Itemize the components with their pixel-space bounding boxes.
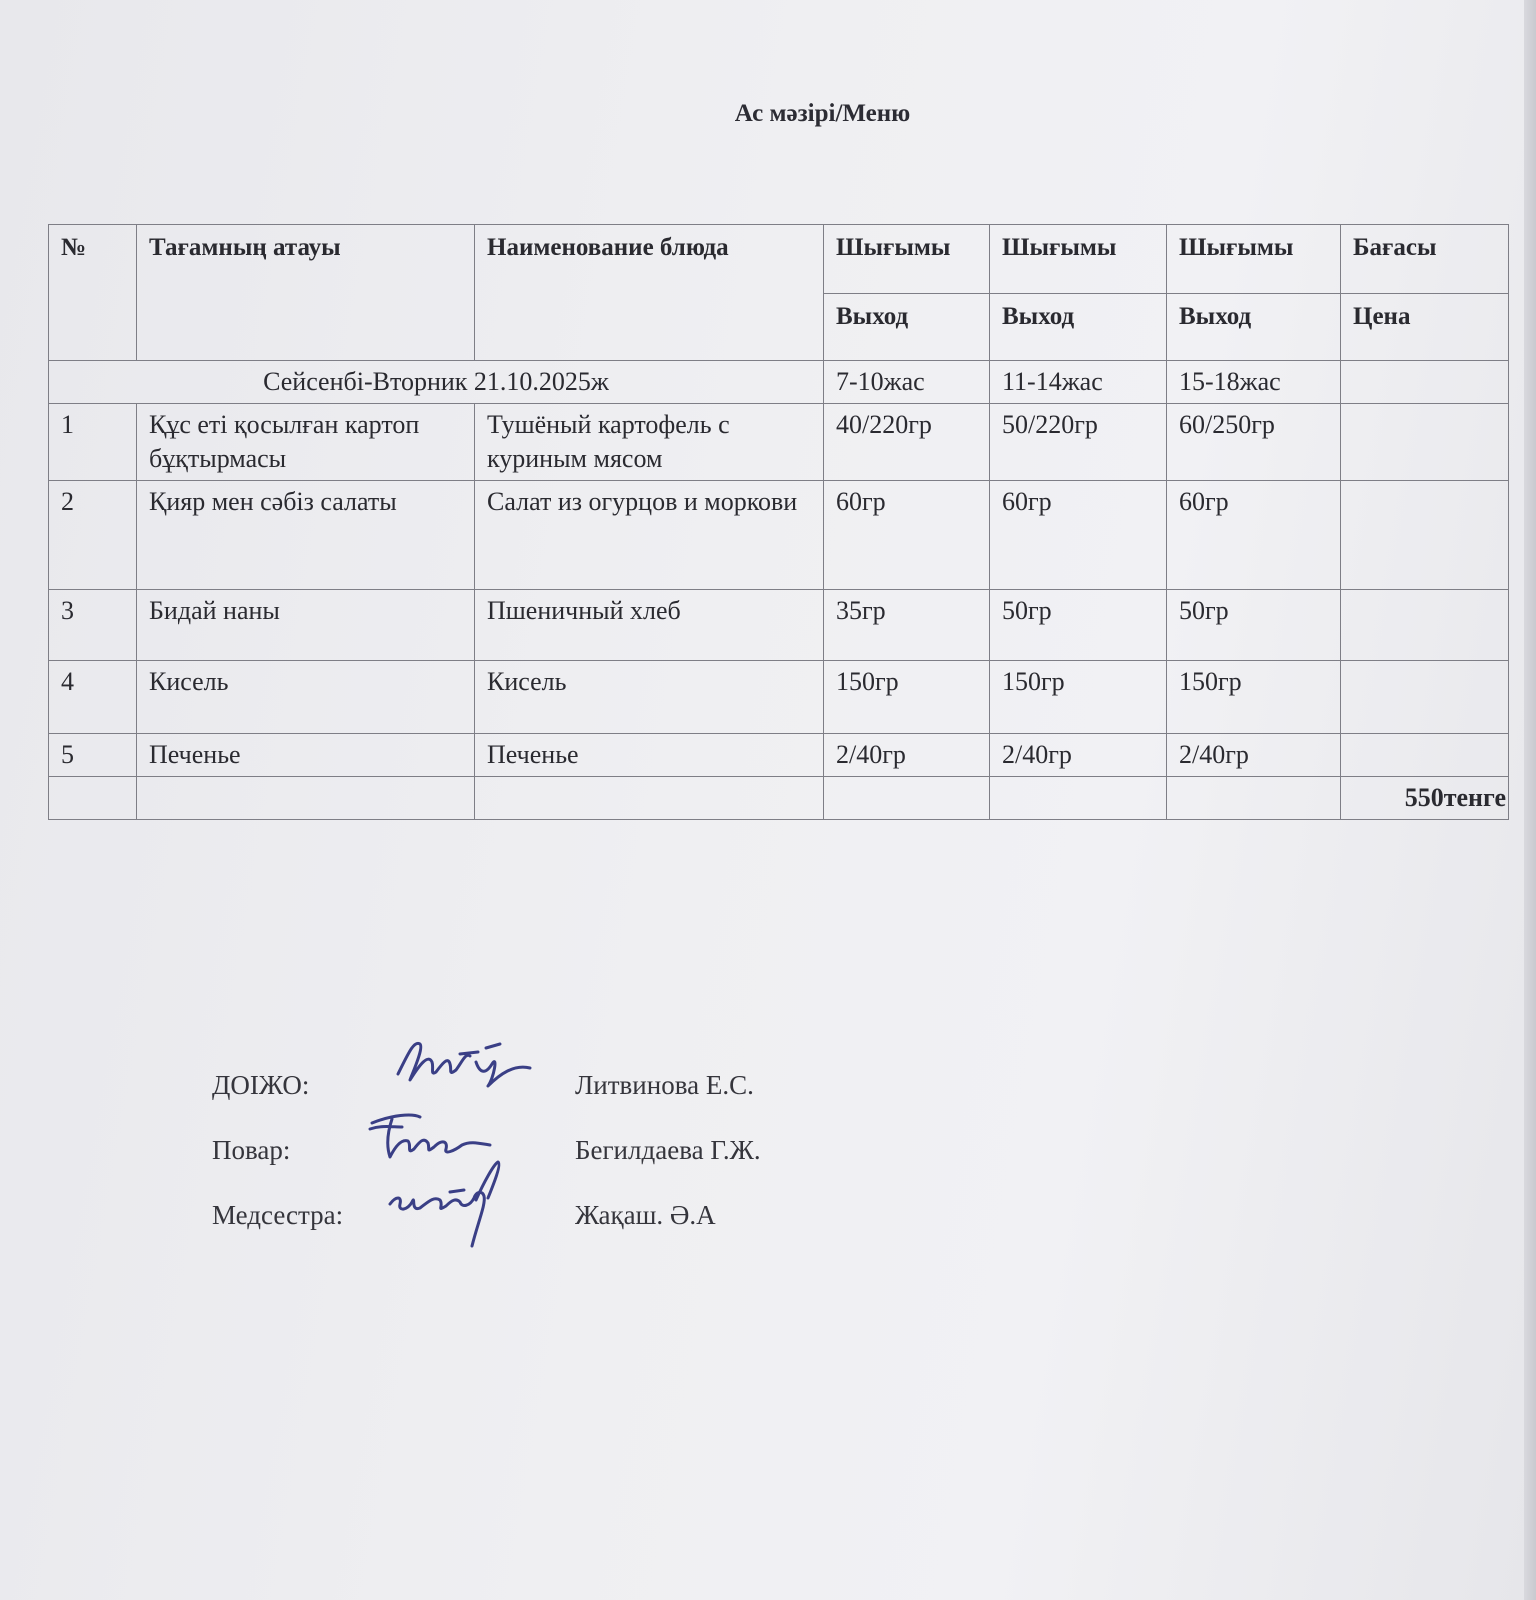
table-row — [49, 481, 1509, 590]
day-label: Сейсенбі-Вторник 21.10.2025ж — [49, 361, 824, 404]
header-name-ru: Наименование блюда — [475, 225, 824, 361]
signature-name: Литвинова Е.С. — [575, 1070, 754, 1100]
header-name-kz: Тағамның атауы — [137, 225, 475, 361]
output-cell: 60гр — [990, 481, 1167, 590]
row-number: 3 — [49, 590, 137, 661]
header-output-ru: Выход — [824, 294, 990, 361]
empty-cell — [990, 777, 1167, 820]
row-number: 2 — [49, 481, 137, 590]
dish-name-ru: Тушёный картофель с куриным мясом — [475, 404, 824, 481]
dish-name-ru: Пшеничный хлеб — [475, 590, 824, 661]
header-output-ru: Выход — [1167, 294, 1341, 361]
document-title: Ас мәзірі/Меню — [734, 100, 911, 127]
paper-edge — [1524, 0, 1536, 1600]
table-row — [49, 734, 1509, 777]
dish-name-kz: Кисель — [137, 661, 475, 734]
header-output-ru: Выход — [990, 294, 1167, 361]
signature-name: Жақаш. Ә.А — [575, 1200, 716, 1230]
output-cell: 50гр — [990, 590, 1167, 661]
price-cell — [1341, 404, 1509, 481]
output-cell: 60гр — [824, 481, 990, 590]
output-cell: 35гр — [824, 590, 990, 661]
empty-cell — [824, 777, 990, 820]
handwritten-signature — [390, 1034, 540, 1104]
output-cell: 2/40гр — [824, 734, 990, 777]
dish-name-ru: Салат из огурцов и моркови — [475, 481, 824, 590]
dish-name-ru: Печенье — [475, 734, 824, 777]
dish-name-kz: Бидай наны — [137, 590, 475, 661]
header-output-kz: Шығымы — [1167, 225, 1341, 294]
dish-name-kz: Құс еті қосылған картоп бұқтырмасы — [137, 404, 475, 481]
header-price-ru: Цена — [1341, 294, 1509, 361]
empty-cell — [475, 777, 824, 820]
output-cell: 60гр — [1167, 481, 1341, 590]
output-cell: 2/40гр — [990, 734, 1167, 777]
output-cell: 40/220гр — [824, 404, 990, 481]
row-number: 5 — [49, 734, 137, 777]
price-cell — [1341, 590, 1509, 661]
empty-cell — [49, 777, 137, 820]
age-group: 11-14жас — [990, 361, 1167, 404]
total-price: 550тенге — [1341, 777, 1509, 820]
signature-role: Повар: — [212, 1135, 291, 1165]
price-cell — [1341, 361, 1509, 404]
table-row — [49, 661, 1509, 734]
header-row — [49, 225, 1509, 294]
handwritten-signature — [380, 1152, 530, 1252]
empty-cell — [137, 777, 475, 820]
output-cell: 50гр — [1167, 590, 1341, 661]
output-cell: 150гр — [824, 661, 990, 734]
day-row — [49, 361, 1509, 404]
dish-name-kz: Печенье — [137, 734, 475, 777]
output-cell: 60/250гр — [1167, 404, 1341, 481]
table-row — [49, 404, 1509, 481]
header-output-kz: Шығымы — [824, 225, 990, 294]
menu-table — [48, 224, 1509, 820]
row-number: 4 — [49, 661, 137, 734]
output-cell: 150гр — [1167, 661, 1341, 734]
total-row — [49, 777, 1509, 820]
price-cell — [1341, 661, 1509, 734]
output-cell: 2/40гр — [1167, 734, 1341, 777]
dish-name-kz: Қияр мен сәбіз салаты — [137, 481, 475, 590]
signature-role: ДОІЖО: — [212, 1070, 310, 1100]
price-cell — [1341, 734, 1509, 777]
row-number: 1 — [49, 404, 137, 481]
signature-role: Медсестра: — [212, 1200, 344, 1230]
header-price-kz: Бағасы — [1341, 225, 1509, 294]
output-cell: 50/220гр — [990, 404, 1167, 481]
header-output-kz: Шығымы — [990, 225, 1167, 294]
empty-cell — [1167, 777, 1341, 820]
signature-name: Бегилдаева Г.Ж. — [575, 1135, 761, 1165]
dish-name-ru: Кисель — [475, 661, 824, 734]
price-cell — [1341, 481, 1509, 590]
age-group: 15-18жас — [1167, 361, 1341, 404]
header-number: № — [49, 225, 137, 361]
age-group: 7-10жас — [824, 361, 990, 404]
table-row — [49, 590, 1509, 661]
output-cell: 150гр — [990, 661, 1167, 734]
